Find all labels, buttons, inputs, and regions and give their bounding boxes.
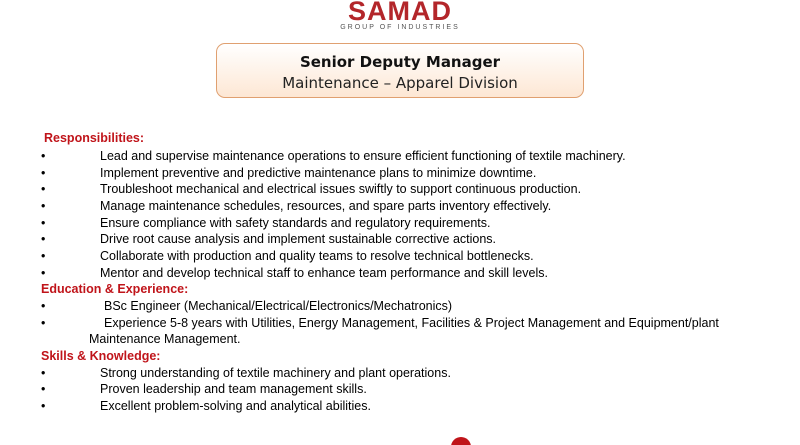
bullet-icon: • <box>41 249 46 263</box>
bullet-icon: • <box>41 166 46 180</box>
bullet-icon: • <box>41 199 46 213</box>
bullet-icon: • <box>41 266 46 280</box>
responsibility-item: Mentor and develop technical staff to enhance team performance and skill levels. <box>100 266 548 280</box>
job-department: Maintenance – Apparel Division <box>282 74 518 92</box>
skill-item: Proven leadership and team management skills. <box>100 382 367 396</box>
education-heading: Education & Experience: <box>41 282 189 296</box>
logo-wordmark: SAMAD <box>348 0 452 22</box>
responsibility-item: Troubleshoot mechanical and electrical issues swiftly to support continuous production. <box>100 182 582 196</box>
bullet-icon: • <box>41 382 46 396</box>
responsibilities-heading: Responsibilities: <box>44 131 145 145</box>
skill-item: Strong understanding of textile machinery and plant operations. <box>100 366 451 380</box>
job-title-box <box>216 43 584 98</box>
bullet-icon: • <box>41 299 46 313</box>
bullet-icon: • <box>41 316 46 330</box>
footer-strip <box>0 434 800 445</box>
company-logo <box>0 0 800 32</box>
skills-heading: Skills & Knowledge: <box>41 349 161 363</box>
responsibility-item: Implement preventive and predictive maintenance plans to minimize downtime. <box>100 166 537 180</box>
bullet-icon: • <box>41 216 46 230</box>
logo-tagline: GROUP OF INDUSTRIES <box>340 24 460 31</box>
responsibility-item: Manage maintenance schedules, resources, and spare parts inventory effectively. <box>100 199 552 213</box>
responsibility-item: Drive root cause analysis and implement sustainable corrective actions. <box>100 232 497 246</box>
education-item: BSc Engineer (Mechanical/Electrical/Electronics/Mechatronics) <box>104 299 453 313</box>
education-item-continued: Maintenance Management. <box>89 332 241 346</box>
bullet-icon: • <box>41 399 46 413</box>
skill-item: Excellent problem-solving and analytical abilities. <box>100 399 371 413</box>
responsibility-item: Collaborate with production and quality teams to resolve technical bottlenecks. <box>100 249 534 263</box>
bullet-icon: • <box>41 366 46 380</box>
email-icon <box>451 437 471 445</box>
responsibility-item: Ensure compliance with safety standards and regulatory requirements. <box>100 216 491 230</box>
education-item: Experience 5-8 years with Utilities, Energy Management, Facilities & Project Management and Equipment/plant <box>104 316 719 330</box>
bullet-icon: • <box>41 182 46 196</box>
bullet-icon: • <box>41 232 46 246</box>
bullet-icon: • <box>41 149 46 163</box>
responsibility-item: Lead and supervise maintenance operations to ensure efficient functioning of textile machinery. <box>100 149 626 163</box>
job-title: Senior Deputy Manager <box>299 53 501 71</box>
